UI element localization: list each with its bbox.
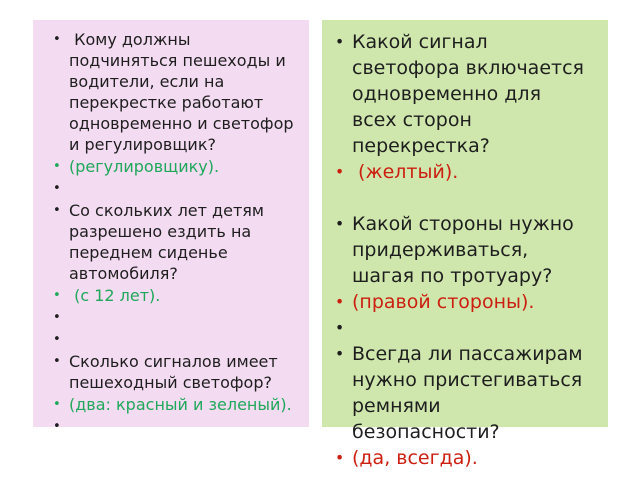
bullet-icon: •: [53, 32, 61, 47]
quiz-panel-right: [322, 20, 608, 469]
question-item: [33, 351, 303, 393]
question-text: Кому должны подчиняться пешеходы и водители, если на перекрестке работают одновременно и светофор и регулировщик?: [69, 30, 299, 154]
bullet-icon: •: [53, 288, 61, 303]
question-text: Всегда ли пассажирам нужно пристегиваться ремнями безопасности?: [352, 343, 589, 443]
bullet-icon: •: [53, 419, 61, 434]
answer-item: [322, 289, 588, 315]
bullet-icon: •: [53, 203, 61, 218]
answer-item: [33, 156, 303, 177]
empty-item: [33, 416, 303, 437]
question-item: [322, 29, 588, 159]
question-item: [322, 341, 588, 445]
bullet-icon: •: [53, 397, 61, 412]
bullet-icon: •: [335, 449, 345, 467]
answer-text: (два: красный и зеленый).: [69, 395, 292, 414]
answer-text: (да, всегда).: [352, 447, 478, 469]
question-text: Со скольких лет детям разрешено ездить на переднем сиденье автомобиля?: [69, 201, 270, 283]
answer-text: (желтый).: [352, 161, 459, 183]
question-item: [322, 211, 588, 289]
question-text: Какой стороны нужно придерживаться, шагая по тротуару?: [352, 213, 580, 287]
bullet-icon: •: [53, 181, 61, 196]
question-item: [33, 200, 303, 284]
empty-item: [33, 307, 303, 328]
bullet-icon: •: [335, 319, 345, 337]
answer-item: [33, 285, 303, 306]
answer-text: (регулировщику).: [69, 157, 220, 176]
question-item: [33, 29, 303, 155]
answer-item: [322, 445, 588, 471]
bullet-icon: •: [335, 215, 345, 233]
empty-item: [33, 178, 303, 199]
bullet-icon: •: [53, 159, 61, 174]
empty-item: [33, 329, 303, 350]
bullet-icon: •: [53, 310, 61, 325]
question-text: Какой сигнал светофора включается одновременно для всех сторон перекрестка?: [352, 31, 590, 157]
bullet-icon: •: [335, 33, 345, 51]
bullet-icon: •: [53, 354, 61, 369]
answer-text: (с 12 лет).: [69, 286, 161, 305]
empty-item: [322, 315, 588, 341]
spacer-row: [322, 185, 588, 211]
bullet-icon: •: [335, 163, 345, 181]
question-text: Сколько сигналов имеет пешеходный светофор?: [69, 352, 283, 392]
bullet-icon: •: [335, 293, 345, 311]
quiz-panel-left: [33, 20, 309, 434]
answer-text: (правой стороны).: [352, 291, 535, 313]
bullet-icon: •: [335, 345, 345, 363]
answer-item: [33, 394, 303, 415]
bullet-icon: •: [53, 332, 61, 347]
answer-item: [322, 159, 588, 185]
